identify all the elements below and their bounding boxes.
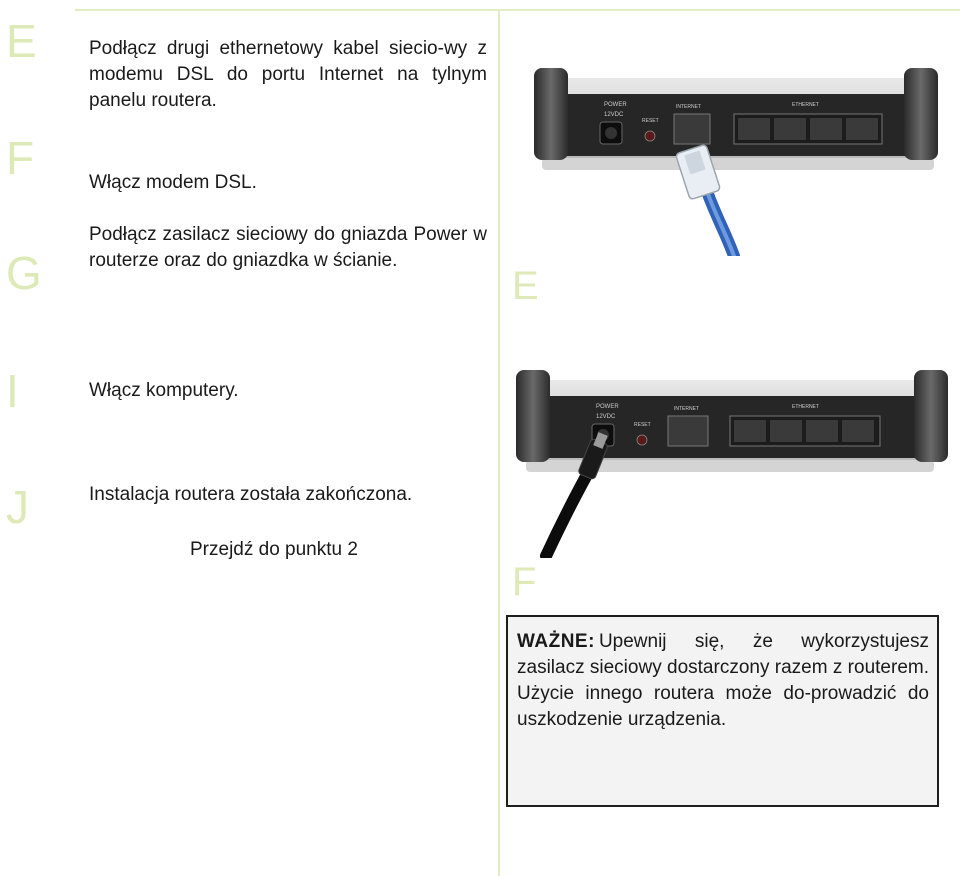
internet-port-icon: [674, 114, 710, 144]
router-photo-power: [512, 368, 960, 558]
voltage-label: 12VDC: [604, 112, 624, 118]
ethernet-port-icon: [734, 420, 766, 442]
ethernet-port-icon: [842, 420, 874, 442]
internet-label: INTERNET: [674, 406, 699, 412]
step-text-j: Instalacja routera została zakończona.: [89, 484, 413, 505]
photo-label-f: F: [512, 560, 537, 604]
reset-button-icon: [645, 131, 655, 141]
router-photo-internet: [512, 66, 960, 256]
ethernet-port-icon: [774, 118, 806, 140]
important-note-box: [506, 615, 939, 807]
ethernet-port-icon: [810, 118, 842, 140]
ethernet-port-icon: [806, 420, 838, 442]
ethernet-label: ETHERNET: [792, 404, 819, 410]
step-text-e: Podłącz drugi ethernetowy kabel siecio-wy z modemu DSL do portu Internet na tylnym panelu routera.: [89, 38, 487, 111]
note-text: Upewnij się, że wykorzystujesz zasilacz sieciowy dostarczony razem z routerem. Użycie innego routera może do-prowadzić do uszkodzenie urządzenia.: [517, 631, 929, 730]
step-letter-i: I: [6, 365, 19, 417]
ethernet-port-icon: [770, 420, 802, 442]
step-letter-e: E: [6, 15, 37, 67]
step-text-i: Włącz komputery.: [89, 380, 239, 401]
ethernet-port-icon: [846, 118, 878, 140]
internet-label: INTERNET: [676, 104, 701, 110]
step-letter-g: G: [6, 247, 42, 299]
reset-label: RESET: [642, 118, 659, 124]
ethernet-label: ETHERNET: [792, 102, 819, 108]
voltage-label: 12VDC: [596, 414, 616, 420]
power-label: POWER: [604, 102, 627, 108]
top-rule: [75, 9, 960, 11]
step-letter-j: J: [6, 481, 29, 533]
reset-button-icon: [637, 435, 647, 445]
photo-label-e: E: [512, 264, 539, 308]
note-lead: WAŻNE:: [517, 631, 595, 652]
step-letter-f: F: [6, 132, 35, 184]
internet-port-icon: [668, 416, 708, 446]
reset-label: RESET: [634, 422, 651, 428]
power-label: POWER: [596, 404, 619, 410]
step-text-f: Włącz modem DSL.: [89, 172, 257, 193]
ethernet-port-icon: [738, 118, 770, 140]
goto-next-step: Przejdź do punktu 2: [190, 539, 358, 560]
step-text-g: Podłącz zasilacz sieciowy do gniazda Power w routerze oraz do gniazdka w ścianie.: [89, 224, 487, 271]
column-divider: [498, 9, 500, 876]
